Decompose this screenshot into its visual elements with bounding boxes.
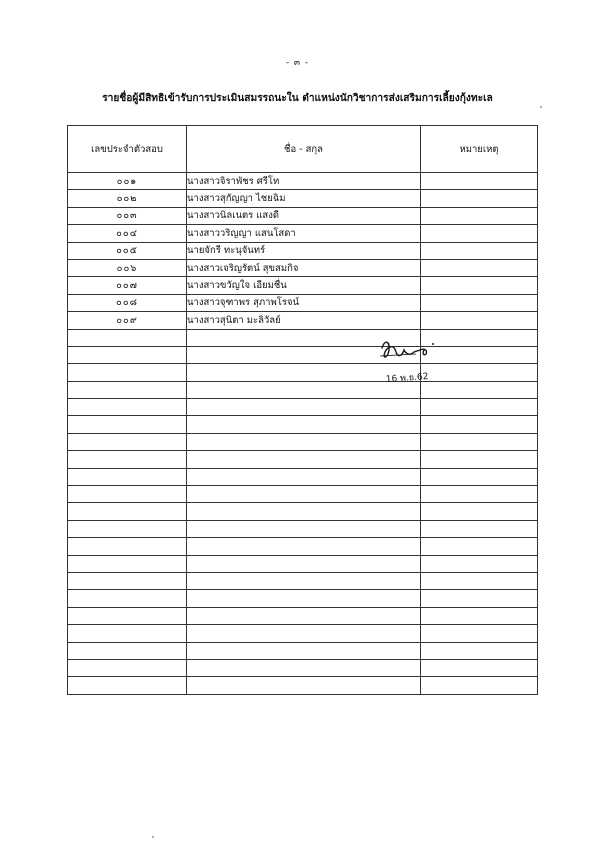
- exam-id-cell: ๐๐๓: [68, 207, 187, 224]
- empty-cell: [68, 625, 187, 642]
- empty-table-row: [68, 416, 538, 433]
- remark-cell: [421, 312, 538, 329]
- empty-cell: [187, 399, 421, 416]
- table-row: [68, 242, 538, 259]
- remark-cell: [421, 190, 538, 207]
- empty-table-row: [68, 590, 538, 607]
- empty-table-row: [68, 625, 538, 642]
- empty-cell: [68, 486, 187, 503]
- exam-id-cell: ๐๐๔: [68, 225, 187, 242]
- remark-cell: [421, 173, 538, 190]
- empty-cell: [187, 677, 421, 694]
- empty-table-row: [68, 486, 538, 503]
- remark-cell: [421, 242, 538, 259]
- scan-speck: [152, 836, 154, 838]
- full-name-cell: นางสาวจุฑาพร สุภาพโรจน์: [187, 294, 421, 311]
- empty-table-row: [68, 364, 538, 381]
- empty-table-row: [68, 451, 538, 468]
- empty-cell: [187, 503, 421, 520]
- empty-cell: [421, 433, 538, 450]
- empty-cell: [187, 607, 421, 624]
- empty-cell: [68, 677, 187, 694]
- empty-cell: [187, 659, 421, 676]
- empty-table-row: [68, 538, 538, 555]
- empty-table-row: [68, 572, 538, 589]
- empty-cell: [421, 642, 538, 659]
- full-name-cell: นางสาวขวัญใจ เอียมชื่น: [187, 277, 421, 294]
- empty-table-row: [68, 520, 538, 537]
- empty-table-row: [68, 503, 538, 520]
- empty-cell: [421, 659, 538, 676]
- remark-cell: [421, 277, 538, 294]
- remark-cell: [421, 294, 538, 311]
- empty-cell: [421, 468, 538, 485]
- empty-table-row: [68, 642, 538, 659]
- header-exam-id: เลขประจำตัวสอบ: [68, 126, 187, 173]
- page-number: - ๓ -: [285, 58, 310, 68]
- empty-cell: [421, 607, 538, 624]
- remark-cell: [421, 225, 538, 242]
- empty-cell: [421, 520, 538, 537]
- empty-cell: [421, 503, 538, 520]
- empty-table-row: [68, 346, 538, 363]
- empty-cell: [421, 416, 538, 433]
- empty-cell: [68, 572, 187, 589]
- empty-cell: [68, 503, 187, 520]
- scan-speck: [540, 106, 542, 108]
- empty-table-row: [68, 381, 538, 398]
- exam-id-cell: ๐๐๘: [68, 294, 187, 311]
- empty-cell: [187, 451, 421, 468]
- empty-table-row: [68, 399, 538, 416]
- empty-table-row: [68, 433, 538, 450]
- empty-cell: [68, 468, 187, 485]
- full-name-cell: นางสาวเจริญรัตน์ สุขสมกิจ: [187, 259, 421, 276]
- empty-cell: [68, 399, 187, 416]
- empty-cell: [68, 607, 187, 624]
- table-row: [68, 225, 538, 242]
- candidate-table: [67, 125, 538, 695]
- empty-cell: [187, 555, 421, 572]
- full-name-cell: นางสาวสุนิตา มะลิวัลย์: [187, 312, 421, 329]
- empty-cell: [421, 538, 538, 555]
- table-row: [68, 190, 538, 207]
- empty-cell: [421, 677, 538, 694]
- table-body: [68, 173, 538, 695]
- table-row: [68, 312, 538, 329]
- empty-cell: [421, 590, 538, 607]
- full-name-cell: นางสาวสุกัญญา ไชยฉิม: [187, 190, 421, 207]
- header-remark: หมายเหตุ: [421, 126, 538, 173]
- empty-cell: [68, 659, 187, 676]
- empty-cell: [187, 468, 421, 485]
- empty-cell: [68, 346, 187, 363]
- full-name-cell: นางสาวจิราพัชร ศรีโท: [187, 173, 421, 190]
- remark-cell: [421, 207, 538, 224]
- exam-id-cell: ๐๐๑: [68, 173, 187, 190]
- header-full-name: ชื่อ - สกุล: [187, 126, 421, 173]
- empty-table-row: [68, 677, 538, 694]
- exam-id-cell: ๐๐๒: [68, 190, 187, 207]
- handwritten-signature: [376, 338, 466, 388]
- empty-table-row: [68, 555, 538, 572]
- empty-cell: [68, 329, 187, 346]
- empty-table-row: [68, 329, 538, 346]
- empty-cell: [421, 399, 538, 416]
- table-row: [68, 294, 538, 311]
- table-row: [68, 277, 538, 294]
- empty-cell: [68, 555, 187, 572]
- empty-cell: [187, 590, 421, 607]
- exam-id-cell: ๐๐๙: [68, 312, 187, 329]
- empty-cell: [68, 451, 187, 468]
- empty-cell: [187, 625, 421, 642]
- signature-date: 16 พ.ย.62: [385, 372, 429, 385]
- empty-cell: [187, 572, 421, 589]
- empty-table-row: [68, 468, 538, 485]
- empty-cell: [187, 416, 421, 433]
- empty-cell: [421, 572, 538, 589]
- empty-cell: [68, 433, 187, 450]
- empty-cell: [187, 520, 421, 537]
- remark-cell: [421, 259, 538, 276]
- empty-cell: [421, 625, 538, 642]
- table-row: [68, 259, 538, 276]
- full-name-cell: นายจักรี ทะนุจันทร์: [187, 242, 421, 259]
- table-row: [68, 207, 538, 224]
- exam-id-cell: ๐๐๕: [68, 242, 187, 259]
- exam-id-cell: ๐๐๖: [68, 259, 187, 276]
- empty-cell: [68, 538, 187, 555]
- empty-table-row: [68, 607, 538, 624]
- empty-cell: [421, 451, 538, 468]
- empty-cell: [187, 642, 421, 659]
- empty-cell: [68, 590, 187, 607]
- empty-cell: [68, 381, 187, 398]
- document-title: รายชื่อผู้มีสิทธิเข้ารับการประเมินสมรรถนะใน ตำแหน่งนักวิชาการส่งเสริมการเลี้ยงกุ้งทะเล: [102, 93, 493, 104]
- full-name-cell: นางสาววริญญา แสนโสดา: [187, 225, 421, 242]
- empty-cell: [68, 642, 187, 659]
- empty-cell: [421, 555, 538, 572]
- empty-table-row: [68, 659, 538, 676]
- empty-cell: [421, 486, 538, 503]
- empty-cell: [187, 538, 421, 555]
- empty-cell: [68, 416, 187, 433]
- full-name-cell: นางสาวนิลเนตร แสงดี: [187, 207, 421, 224]
- empty-cell: [68, 520, 187, 537]
- empty-cell: [187, 433, 421, 450]
- empty-cell: [187, 486, 421, 503]
- table-header-row: [68, 126, 538, 173]
- table-row: [68, 173, 538, 190]
- empty-cell: [68, 364, 187, 381]
- exam-id-cell: ๐๐๗: [68, 277, 187, 294]
